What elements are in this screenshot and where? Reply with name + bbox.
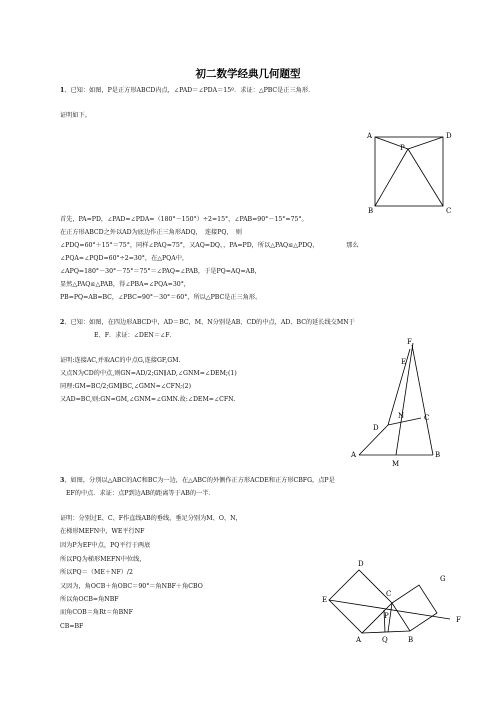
proof-3-line: 又因为，角OCB＋角OBC＝90°＝角NBF＋角CBO (60, 583, 203, 590)
label-c: C (446, 207, 452, 215)
label-p: P (384, 612, 389, 620)
label-f: F (407, 338, 412, 346)
proof-3-line: 所以PQ为梯形MEFN中位线， (60, 556, 146, 563)
figure-square-abcd (362, 128, 458, 216)
label-c: C (386, 590, 392, 598)
problem-number: 3 (60, 477, 65, 484)
page-title: 初二数学经典几何题型 (195, 68, 301, 80)
label-a: A (356, 636, 362, 644)
proof-3-line: CB=BF (60, 623, 84, 630)
problem-3-statement-cont: EF的中点．求证：点P到边AB的距离等于AB的一半． (66, 490, 215, 497)
label-a: A (367, 132, 373, 140)
label-e: E (322, 596, 328, 604)
label-g: G (440, 575, 446, 583)
label-m: M (392, 460, 400, 468)
label-c: C (424, 414, 430, 422)
label-q: Q (382, 636, 388, 644)
proof-3-line: 证明：分别过E、C、F作直线AB的垂线，垂足分别为M、O、N， (60, 515, 242, 522)
problem-number: 2 (60, 319, 65, 326)
figure-two-squares (318, 556, 468, 692)
label-d: D (373, 424, 379, 432)
proof-2-line: 同理:GM=BC/2;GM∥BC,∠GMN=∠CFN;(2) (60, 383, 192, 390)
proof-2-line: 又AD=BC,则:GN=GM,∠GNM=∠GMN.故:∠DEM=∠CFN. (60, 396, 236, 403)
proof-3-line: 所以角OCB=角NBF (60, 596, 119, 603)
problem-1-statement: 1、已知：如图，P是正方形ABCD内点，∠PAD＝∠PDA＝15º．求证：△PBC是正三角形． (60, 87, 315, 94)
proof-1-line: ∠APQ=180°－30°－75°＝75°＝∠PAQ=∠PAB，于是PQ=AQ=AB， (60, 268, 261, 275)
proof-1-line: 首先，PA=PD，∠PAD=∠PDA=（180°－150°）÷2=15°，∠PAB=90°－15°=75°。 (60, 216, 308, 223)
figure-quadrilateral-abcd (346, 335, 450, 471)
proof-1-line: ∠PDQ=60°＋15°＝75°，同样∠PAQ=75°，又AQ=DQ，，PA=PD，所以△PAQ≌△PDQ， 那么 (60, 242, 359, 249)
label-a: A (351, 451, 357, 459)
label-b: B (368, 207, 374, 215)
problem-3-statement: 3、如图，分别以△ABC的AC和BC为一边，在△ABC的外侧作正方形ACDE和正方形CBFG，点P是 (60, 477, 335, 484)
label-b: B (408, 636, 414, 644)
label-e: E (401, 358, 407, 366)
label-p: P (400, 144, 405, 152)
label-b: B (435, 451, 441, 459)
proof-3-line: 因为P为EF中点，PQ平行于两底 (60, 542, 151, 549)
proof-2-line: 又点N为CD的中点,则GN=AD/2;GN∥AD,∠GNM=∠DEM;(1) (60, 370, 237, 377)
proof-1-line: 在正方形ABCD之外以AD为底边作正三角形ADQ， 连接PQ， 则 (60, 229, 242, 236)
problem-number: 1 (60, 87, 65, 94)
proof-intro: 证明如下。 (60, 112, 91, 119)
proof-3-line: 而角COB＝角Rt＝角BNF (60, 609, 133, 616)
problem-2-statement-cont: E、F．求证：∠DEN＝∠F． (94, 332, 176, 339)
proof-3-line: 所以PQ＝（ME＋NF）/2 (60, 569, 133, 576)
proof-3-line: 在梯形MEFN中，WE平行NF (60, 528, 145, 535)
proof-1-line: ∠PQA=∠PQD=60°÷2=30°，在△PQA中， (60, 255, 189, 262)
label-f: F (456, 616, 461, 624)
problem-2-statement: 2、已知：如图，在四边形ABCD中，AD＝BC，M、N分别是AB、CD的中点，AD、BC的延长线交MN于 (60, 319, 355, 326)
label-n: N (398, 412, 405, 420)
label-d: D (446, 132, 452, 140)
label-d: D (358, 560, 364, 568)
proof-1-line: 显然△PAQ≌△PAB，得∠PBA=∠PQA=30°， (60, 281, 190, 288)
proof-1-line: PB=PQ=AB=BC，∠PBC=90°－30°＝60°，所以△PBC是正三角形。 (60, 294, 262, 301)
proof-2-line: 证明:连接AC,并取AC的中点G,连接GF,GM. (60, 357, 181, 364)
